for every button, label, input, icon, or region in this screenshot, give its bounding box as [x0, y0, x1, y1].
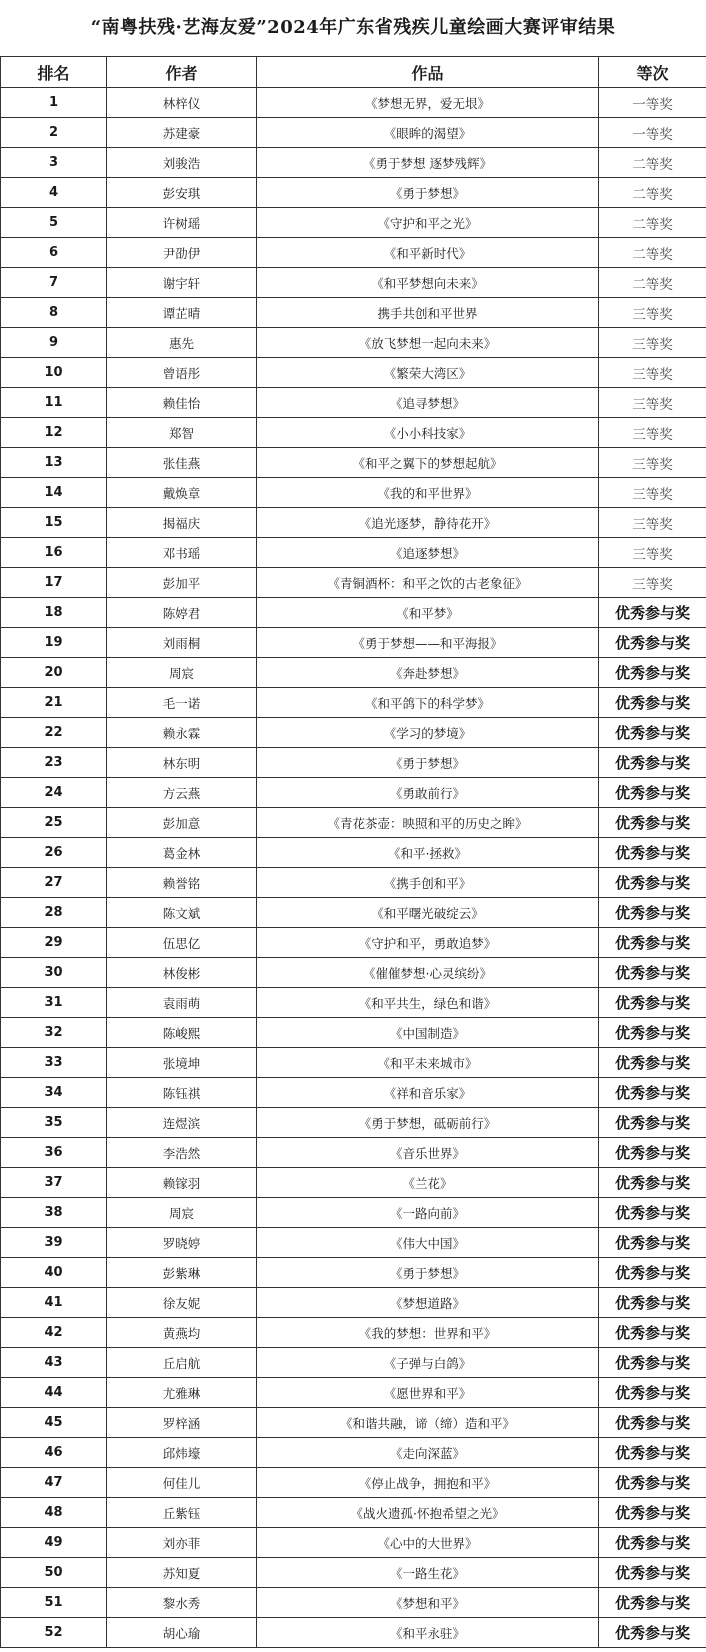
prize-cell: 一等奖: [599, 118, 706, 148]
author-cell: 刘骏浩: [107, 148, 257, 178]
work-cell: 《青铜酒杯：和平之饮的古老象征》: [257, 568, 599, 598]
work-cell: 《追光逐梦，静待花开》: [257, 508, 599, 538]
work-cell: 《和平梦想向未来》: [257, 268, 599, 298]
author-cell: 彭加意: [107, 808, 257, 838]
table-row: [1, 898, 706, 928]
prize-cell: 优秀参与奖: [599, 718, 706, 748]
rank-cell: 7: [1, 268, 107, 298]
rank-cell: 5: [1, 208, 107, 238]
table-row: [1, 88, 706, 118]
table-row: [1, 508, 706, 538]
author-cell: 周宸: [107, 658, 257, 688]
rank-cell: 44: [1, 1378, 107, 1408]
table-row: [1, 1408, 706, 1438]
rank-cell: 24: [1, 778, 107, 808]
prize-cell: 优秀参与奖: [599, 1318, 706, 1348]
work-cell: 《勇敢前行》: [257, 778, 599, 808]
author-cell: 黎水秀: [107, 1588, 257, 1618]
rank-cell: 47: [1, 1468, 107, 1498]
prize-cell: 优秀参与奖: [599, 658, 706, 688]
table-row: [1, 808, 706, 838]
table-row: [1, 748, 706, 778]
author-cell: 惠先: [107, 328, 257, 358]
author-cell: 周宸: [107, 1198, 257, 1228]
author-cell: 苏建豪: [107, 118, 257, 148]
rank-cell: 25: [1, 808, 107, 838]
table-row: [1, 928, 706, 958]
prize-cell: 优秀参与奖: [599, 628, 706, 658]
work-cell: 《追寻梦想》: [257, 388, 599, 418]
work-cell: 《和平永驻》: [257, 1618, 599, 1648]
rank-cell: 51: [1, 1588, 107, 1618]
prize-cell: 三等奖: [599, 418, 706, 448]
table-row: [1, 1528, 706, 1558]
table-row: [1, 358, 706, 388]
table-row: [1, 478, 706, 508]
author-cell: 揭福庆: [107, 508, 257, 538]
header-row: [1, 57, 706, 88]
work-cell: 《繁荣大湾区》: [257, 358, 599, 388]
rank-cell: 10: [1, 358, 107, 388]
work-cell: 《和平未来城市》: [257, 1048, 599, 1078]
work-cell: 《放飞梦想一起向未来》: [257, 328, 599, 358]
author-cell: 谢宇轩: [107, 268, 257, 298]
rank-cell: 49: [1, 1528, 107, 1558]
author-cell: 毛一诺: [107, 688, 257, 718]
table-row: [1, 1348, 706, 1378]
work-cell: 《和平共生，绿色和谐》: [257, 988, 599, 1018]
rank-cell: 32: [1, 1018, 107, 1048]
author-cell: 许树瑶: [107, 208, 257, 238]
work-cell: 《和平梦》: [257, 598, 599, 628]
prize-cell: 优秀参与奖: [599, 1468, 706, 1498]
prize-cell: 优秀参与奖: [599, 838, 706, 868]
author-cell: 赖佳怡: [107, 388, 257, 418]
prize-cell: 优秀参与奖: [599, 808, 706, 838]
prize-cell: 优秀参与奖: [599, 988, 706, 1018]
prize-cell: 优秀参与奖: [599, 1378, 706, 1408]
table-row: [1, 1258, 706, 1288]
table-row: [1, 1438, 706, 1468]
work-cell: 携手共创和平世界: [257, 298, 599, 328]
work-cell: 《兰花》: [257, 1168, 599, 1198]
rank-cell: 19: [1, 628, 107, 658]
prize-cell: 二等奖: [599, 178, 706, 208]
rank-cell: 26: [1, 838, 107, 868]
author-cell: 苏知夏: [107, 1558, 257, 1588]
prize-cell: 优秀参与奖: [599, 898, 706, 928]
work-cell: 《伟大中国》: [257, 1228, 599, 1258]
work-cell: 《勇于梦想 逐梦残辉》: [257, 148, 599, 178]
author-cell: 赖誉铭: [107, 868, 257, 898]
rank-cell: 18: [1, 598, 107, 628]
author-cell: 尤雅琳: [107, 1378, 257, 1408]
author-cell: 刘亦菲: [107, 1528, 257, 1558]
prize-cell: 三等奖: [599, 538, 706, 568]
author-cell: 伍思亿: [107, 928, 257, 958]
work-cell: 《和平之翼下的梦想起航》: [257, 448, 599, 478]
prize-cell: 优秀参与奖: [599, 1438, 706, 1468]
prize-cell: 优秀参与奖: [599, 1078, 706, 1108]
rank-cell: 16: [1, 538, 107, 568]
table-row: [1, 988, 706, 1018]
rank-cell: 34: [1, 1078, 107, 1108]
work-cell: 《一路生花》: [257, 1558, 599, 1588]
author-cell: 陈峻熙: [107, 1018, 257, 1048]
author-cell: 徐友妮: [107, 1288, 257, 1318]
rank-cell: 20: [1, 658, 107, 688]
rank-cell: 29: [1, 928, 107, 958]
prize-cell: 三等奖: [599, 478, 706, 508]
table-row: [1, 1078, 706, 1108]
work-cell: 《奔赴梦想》: [257, 658, 599, 688]
table-row: [1, 1588, 706, 1618]
author-cell: 葛金林: [107, 838, 257, 868]
author-cell: 林梓仪: [107, 88, 257, 118]
table-row: [1, 238, 706, 268]
work-cell: 《梦想道路》: [257, 1288, 599, 1318]
table-row: [1, 1378, 706, 1408]
table-row: [1, 718, 706, 748]
rank-cell: 3: [1, 148, 107, 178]
table-row: [1, 838, 706, 868]
prize-cell: 优秀参与奖: [599, 1618, 706, 1648]
header-author: 作者: [107, 57, 257, 88]
table-row: [1, 1108, 706, 1138]
work-cell: 《我的梦想：世界和平》: [257, 1318, 599, 1348]
table-row: [1, 598, 706, 628]
work-cell: 《和平鸽下的科学梦》: [257, 688, 599, 718]
prize-cell: 优秀参与奖: [599, 1408, 706, 1438]
work-cell: 《和谐共融，谛（缔）造和平》: [257, 1408, 599, 1438]
prize-cell: 优秀参与奖: [599, 1498, 706, 1528]
rank-cell: 1: [1, 88, 107, 118]
work-cell: 《停止战争，拥抱和平》: [257, 1468, 599, 1498]
rank-cell: 43: [1, 1348, 107, 1378]
rank-cell: 14: [1, 478, 107, 508]
author-cell: 李浩然: [107, 1138, 257, 1168]
prize-cell: 优秀参与奖: [599, 958, 706, 988]
author-cell: 彭紫琳: [107, 1258, 257, 1288]
results-table: [0, 56, 706, 1648]
table-row: [1, 958, 706, 988]
author-cell: 赖永霖: [107, 718, 257, 748]
prize-cell: 二等奖: [599, 268, 706, 298]
author-cell: 张境坤: [107, 1048, 257, 1078]
author-cell: 林东明: [107, 748, 257, 778]
author-cell: 刘雨桐: [107, 628, 257, 658]
author-cell: 连煜滨: [107, 1108, 257, 1138]
author-cell: 丘启航: [107, 1348, 257, 1378]
work-cell: 《梦想无界，爱无垠》: [257, 88, 599, 118]
author-cell: 陈婷君: [107, 598, 257, 628]
prize-cell: 优秀参与奖: [599, 1348, 706, 1378]
author-cell: 胡心瑜: [107, 1618, 257, 1648]
author-cell: 彭加平: [107, 568, 257, 598]
rank-cell: 22: [1, 718, 107, 748]
header-work: 作品: [257, 57, 599, 88]
author-cell: 张佳燕: [107, 448, 257, 478]
rank-cell: 17: [1, 568, 107, 598]
table-row: [1, 178, 706, 208]
prize-cell: 优秀参与奖: [599, 1228, 706, 1258]
author-cell: 罗晓婷: [107, 1228, 257, 1258]
table-row: [1, 1498, 706, 1528]
prize-cell: 二等奖: [599, 238, 706, 268]
work-cell: 《中国制造》: [257, 1018, 599, 1048]
prize-cell: 优秀参与奖: [599, 598, 706, 628]
prize-cell: 优秀参与奖: [599, 1018, 706, 1048]
work-cell: 《追逐梦想》: [257, 538, 599, 568]
author-cell: 罗梓涵: [107, 1408, 257, 1438]
rank-cell: 4: [1, 178, 107, 208]
rank-cell: 15: [1, 508, 107, 538]
author-cell: 曾语彤: [107, 358, 257, 388]
work-cell: 《守护和平之光》: [257, 208, 599, 238]
rank-cell: 37: [1, 1168, 107, 1198]
prize-cell: 优秀参与奖: [599, 1528, 706, 1558]
rank-cell: 45: [1, 1408, 107, 1438]
rank-cell: 12: [1, 418, 107, 448]
author-cell: 何佳儿: [107, 1468, 257, 1498]
rank-cell: 27: [1, 868, 107, 898]
author-cell: 彭安琪: [107, 178, 257, 208]
work-cell: 《子弹与白鸽》: [257, 1348, 599, 1378]
work-cell: 《和平曙光破绽云》: [257, 898, 599, 928]
prize-cell: 优秀参与奖: [599, 1168, 706, 1198]
prize-cell: 一等奖: [599, 88, 706, 118]
prize-cell: 三等奖: [599, 388, 706, 418]
table-row: [1, 1288, 706, 1318]
author-cell: 邱炜壕: [107, 1438, 257, 1468]
rank-cell: 48: [1, 1498, 107, 1528]
table-row: [1, 1318, 706, 1348]
work-cell: 《勇于梦想》: [257, 1258, 599, 1288]
work-cell: 《学习的梦境》: [257, 718, 599, 748]
table-row: [1, 1198, 706, 1228]
prize-cell: 优秀参与奖: [599, 1258, 706, 1288]
prize-cell: 三等奖: [599, 448, 706, 478]
work-cell: 《和平新时代》: [257, 238, 599, 268]
table-row: [1, 1018, 706, 1048]
prize-cell: 优秀参与奖: [599, 1198, 706, 1228]
author-cell: 陈钰祺: [107, 1078, 257, 1108]
prize-cell: 二等奖: [599, 208, 706, 238]
rank-cell: 42: [1, 1318, 107, 1348]
table-row: [1, 268, 706, 298]
prize-cell: 优秀参与奖: [599, 1588, 706, 1618]
prize-cell: 优秀参与奖: [599, 1138, 706, 1168]
work-cell: 《勇于梦想，砥砺前行》: [257, 1108, 599, 1138]
prize-cell: 优秀参与奖: [599, 928, 706, 958]
table-row: [1, 568, 706, 598]
rank-cell: 30: [1, 958, 107, 988]
work-cell: 《勇于梦想》: [257, 178, 599, 208]
table-row: [1, 118, 706, 148]
prize-cell: 三等奖: [599, 568, 706, 598]
author-cell: 邓书瑶: [107, 538, 257, 568]
prize-cell: 优秀参与奖: [599, 748, 706, 778]
author-cell: 黄燕均: [107, 1318, 257, 1348]
work-cell: 《一路向前》: [257, 1198, 599, 1228]
table-row: [1, 1138, 706, 1168]
work-cell: 《勇于梦想——和平海报》: [257, 628, 599, 658]
work-cell: 《祥和音乐家》: [257, 1078, 599, 1108]
work-cell: 《眼眸的渴望》: [257, 118, 599, 148]
work-cell: 《和平·拯救》: [257, 838, 599, 868]
table-row: [1, 298, 706, 328]
page-title: “南粤扶残·艺海友爱”2024年广东省残疾儿童绘画大赛评审结果: [90, 17, 616, 38]
rank-cell: 31: [1, 988, 107, 1018]
table-row: [1, 148, 706, 178]
rank-cell: 13: [1, 448, 107, 478]
table-row: [1, 538, 706, 568]
table-row: [1, 1048, 706, 1078]
rank-cell: 33: [1, 1048, 107, 1078]
prize-cell: 优秀参与奖: [599, 1558, 706, 1588]
author-cell: 赖镓羽: [107, 1168, 257, 1198]
work-cell: 《战火遗孤·怀抱希望之光》: [257, 1498, 599, 1528]
work-cell: 《守护和平，勇敢追梦》: [257, 928, 599, 958]
table-row: [1, 778, 706, 808]
prize-cell: 三等奖: [599, 358, 706, 388]
rank-cell: 35: [1, 1108, 107, 1138]
author-cell: 丘紫钰: [107, 1498, 257, 1528]
prize-cell: 三等奖: [599, 298, 706, 328]
prize-cell: 优秀参与奖: [599, 868, 706, 898]
author-cell: 陈文斌: [107, 898, 257, 928]
rank-cell: 21: [1, 688, 107, 718]
work-cell: 《音乐世界》: [257, 1138, 599, 1168]
prize-cell: 优秀参与奖: [599, 688, 706, 718]
table-row: [1, 208, 706, 238]
work-cell: 《走向深蓝》: [257, 1438, 599, 1468]
table-row: [1, 1618, 706, 1648]
rank-cell: 52: [1, 1618, 107, 1648]
table-row: [1, 628, 706, 658]
rank-cell: 40: [1, 1258, 107, 1288]
rank-cell: 23: [1, 748, 107, 778]
work-cell: 《梦想和平》: [257, 1588, 599, 1618]
rank-cell: 41: [1, 1288, 107, 1318]
rank-cell: 2: [1, 118, 107, 148]
table-row: [1, 658, 706, 688]
rank-cell: 39: [1, 1228, 107, 1258]
table-row: [1, 448, 706, 478]
table-row: [1, 1558, 706, 1588]
rank-cell: 8: [1, 298, 107, 328]
header-rank: 排名: [1, 57, 107, 88]
prize-cell: 优秀参与奖: [599, 1288, 706, 1318]
work-cell: 《愿世界和平》: [257, 1378, 599, 1408]
header-prize: 等次: [599, 57, 706, 88]
rank-cell: 28: [1, 898, 107, 928]
author-cell: 尹劭伊: [107, 238, 257, 268]
table-row: [1, 688, 706, 718]
rank-cell: 6: [1, 238, 107, 268]
author-cell: 方云燕: [107, 778, 257, 808]
work-cell: 《心中的大世界》: [257, 1528, 599, 1558]
prize-cell: 优秀参与奖: [599, 778, 706, 808]
work-cell: 《勇于梦想》: [257, 748, 599, 778]
rank-cell: 36: [1, 1138, 107, 1168]
rank-cell: 11: [1, 388, 107, 418]
table-row: [1, 418, 706, 448]
table-row: [1, 388, 706, 418]
table-row: [1, 1228, 706, 1258]
rank-cell: 46: [1, 1438, 107, 1468]
author-cell: 郑智: [107, 418, 257, 448]
prize-cell: 三等奖: [599, 328, 706, 358]
author-cell: 林俊彬: [107, 958, 257, 988]
table-row: [1, 868, 706, 898]
prize-cell: 二等奖: [599, 148, 706, 178]
table-row: [1, 1168, 706, 1198]
work-cell: 《携手创和平》: [257, 868, 599, 898]
prize-cell: 优秀参与奖: [599, 1108, 706, 1138]
author-cell: 袁雨萌: [107, 988, 257, 1018]
work-cell: 《小小科技家》: [257, 418, 599, 448]
rank-cell: 9: [1, 328, 107, 358]
work-cell: 《青花茶壶：映照和平的历史之眸》: [257, 808, 599, 838]
prize-cell: 优秀参与奖: [599, 1048, 706, 1078]
rank-cell: 38: [1, 1198, 107, 1228]
author-cell: 戴焕章: [107, 478, 257, 508]
work-cell: 《我的和平世界》: [257, 478, 599, 508]
author-cell: 谭芷晴: [107, 298, 257, 328]
rank-cell: 50: [1, 1558, 107, 1588]
table-row: [1, 328, 706, 358]
work-cell: 《催催梦想·心灵缤纷》: [257, 958, 599, 988]
table-row: [1, 1468, 706, 1498]
prize-cell: 三等奖: [599, 508, 706, 538]
